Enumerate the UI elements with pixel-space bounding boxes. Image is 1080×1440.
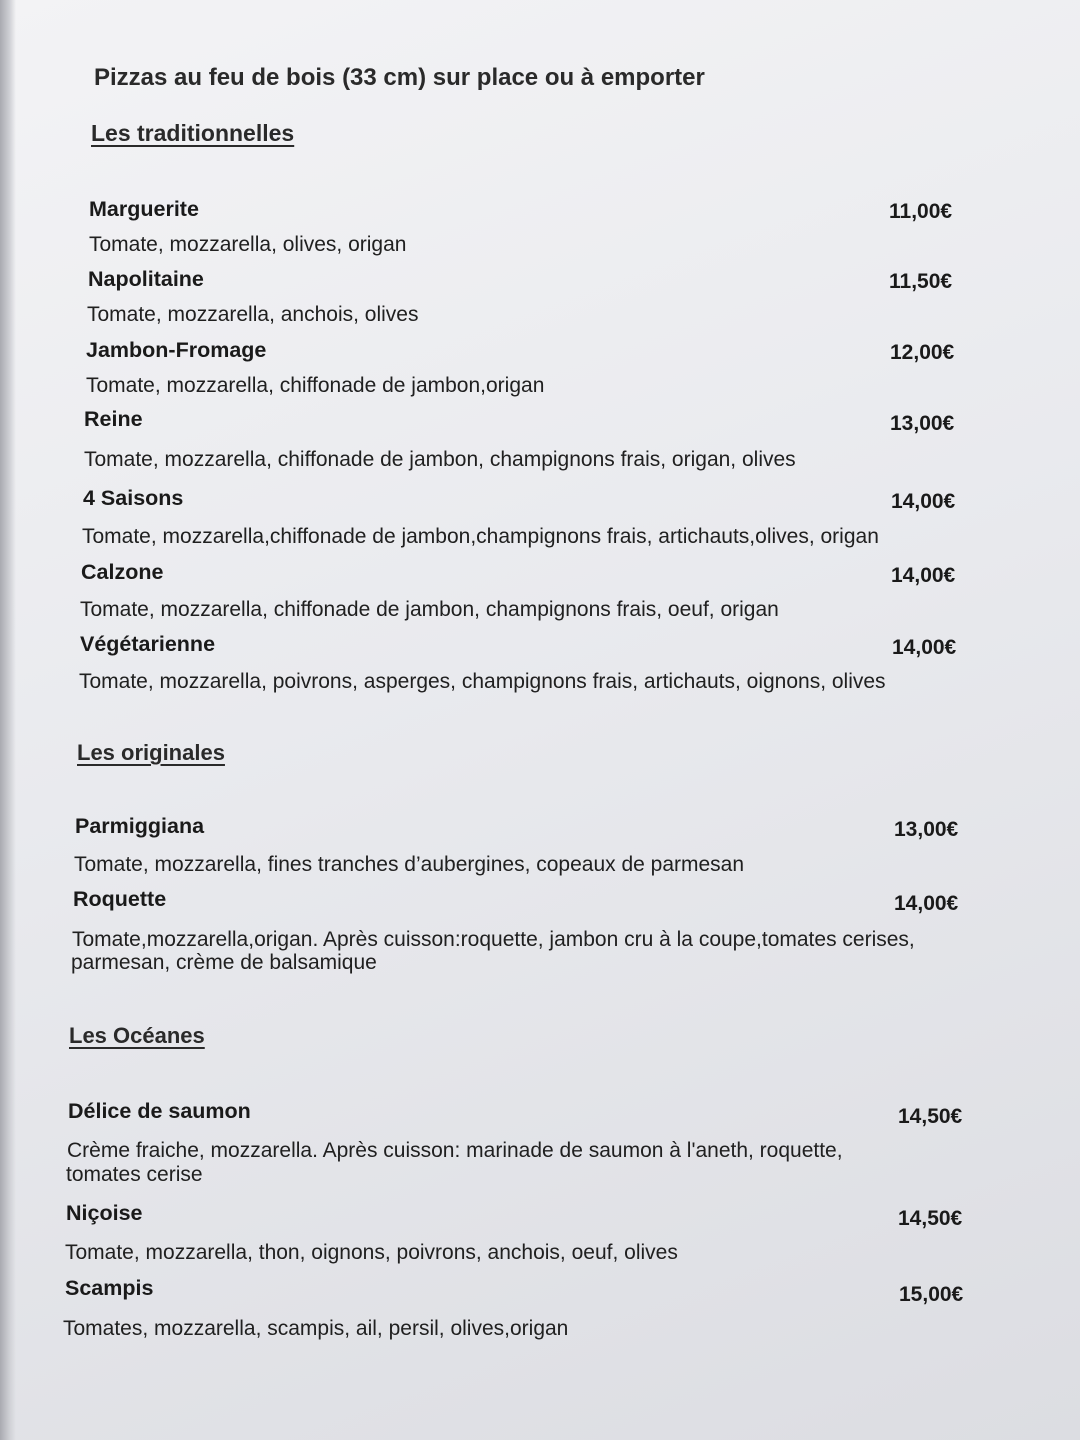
item-description: Tomate,mozzarella,origan. Après cuisson:roquette, jambon cru à la coupe,tomates cerises, [72,928,915,951]
item-name: Niçoise [66,1201,143,1225]
item-price: 12,00€ [890,341,955,364]
item-description: Tomate, mozzarella, poivrons, asperges, champignons frais, artichauts, oignons, olives [79,670,886,693]
item-price: 14,00€ [892,636,957,659]
item-price: 14,00€ [894,892,959,915]
item-description: Tomate, mozzarella,chiffonade de jambon,champignons frais, artichauts,olives, origan [82,525,879,548]
item-price: 13,00€ [894,818,959,841]
item-name: Reine [84,407,143,431]
item-description: Tomate, mozzarella, chiffonade de jambon,origan [86,374,545,397]
item-price: 14,50€ [898,1207,963,1230]
item-description: Tomates, mozzarella, scampis, ail, persil, olives,origan [63,1317,569,1340]
section-heading-oceanes: Les Océanes [69,1023,205,1048]
item-description-line-2: parmesan, crème de balsamique [71,951,377,974]
item-price: 14,50€ [898,1105,963,1128]
item-price: 14,00€ [891,564,956,587]
item-price: 11,00€ [889,200,953,223]
item-description: Tomate, mozzarella, anchois, olives [87,303,419,326]
item-description: Crème fraiche, mozzarella. Après cuisson: marinade de saumon à l'aneth, roquette, [67,1139,843,1162]
item-price: 14,00€ [891,490,956,513]
item-description: Tomate, mozzarella, thon, oignons, poivrons, anchois, oeuf, olives [65,1241,678,1264]
item-description-line-2: tomates cerise [66,1163,203,1186]
item-name: Jambon-Fromage [86,338,267,362]
page-shadow-edge [0,0,16,1440]
item-description: Tomate, mozzarella, chiffonade de jambon, champignons frais, origan, olives [84,448,796,471]
item-name: Calzone [81,560,164,584]
item-name: Délice de saumon [68,1099,251,1123]
item-name: 4 Saisons [83,486,184,510]
item-price: 13,00€ [890,412,955,435]
item-name: Végétarienne [80,632,216,656]
item-name: Roquette [73,887,167,911]
item-name: Marguerite [89,197,199,221]
item-name: Scampis [65,1276,154,1300]
section-heading-originales: Les originales [77,740,225,765]
item-description: Tomate, mozzarella, fines tranches d’aubergines, copeaux de parmesan [74,853,745,876]
item-description: Tomate, mozzarella, olives, origan [89,233,407,256]
item-name: Napolitaine [88,267,204,291]
item-price: 11,50€ [889,270,953,293]
menu-title: Pizzas au feu de bois (33 cm) sur place ou à emporter [94,64,705,91]
section-heading-traditionnelles: Les traditionnelles [91,120,295,146]
item-price: 15,00€ [899,1283,964,1306]
item-description: Tomate, mozzarella, chiffonade de jambon, champignons frais, oeuf, origan [80,598,779,621]
item-name: Parmiggiana [75,814,205,838]
